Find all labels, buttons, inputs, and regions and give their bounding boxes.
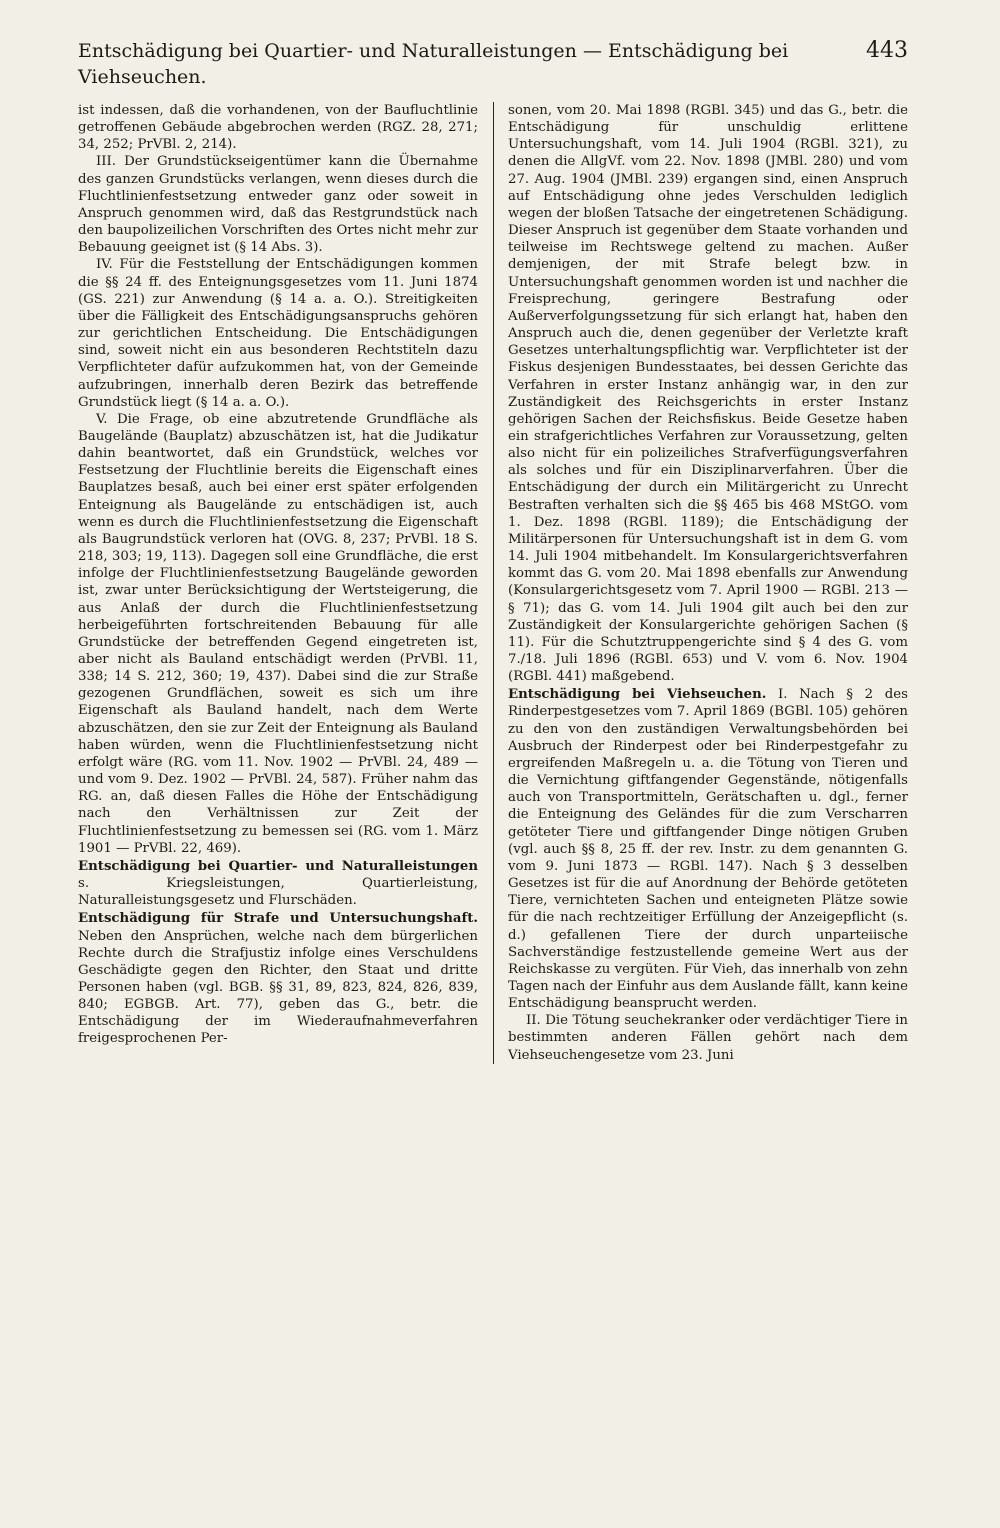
right-column [508, 102, 908, 1064]
entry-text: I. Nach § 2 des Rinderpestgesetzes vom 7. April 1869 (BGBl. 105) gehören zu den von den zuständigen Verwaltungsbehörden bei Ausbruch der Rinderpest oder bei Rinderpestgefahr zu ergreifenden Maßregeln u. a. die Tötung von Tieren und die Vernichtung giftfangender Gegenstände, nötigenfalls auch von Transportmitteln, Gerätschaften u. dgl., ferner die Enteignung des Geländes für die zum Verscharren getöteter Tiere und giftfangender Dinge nötigen Gruben (vgl. auch §§ 8, 25 ff. der rev. Instr. zu dem genannten G. vom 9. Juni 1873 — RGBl. 147). Nach § 3 desselben Gesetzes ist für die auf Anordnung der Behörde getöteten Tiere, vernichteten Sachen und enteigneten Plätze sowie für die nach rechtzeitiger Erfüllung der Anzeigepflicht (s. d.) gefallenen Tiere der durch unparteiische Sachverständige festzustellende gemeine Wert aus der Reichskasse zu vergüten. Für Vieh, das innerhalb von zehn Tagen nach der Einfuhr aus dem Auslande fällt, kann keine Entschädigung beansprucht werden. [508, 687, 908, 1012]
running-header [78, 38, 908, 90]
paragraph: II. Die Tötung seuchekranker oder verdächtiger Tiere in bestimmten anderen Fällen gehört nach dem Viehseuchengesetze vom 23. Juni [508, 1013, 908, 1063]
page-number: 443 [866, 38, 908, 63]
left-column [78, 102, 478, 1064]
paragraph: sonen, vom 20. Mai 1898 (RGBl. 345) und das G., betr. die Entschädigung für unschuldig erlittene Untersuchungshaft, vom 14. Juli 1904 (RGBl. 321), zu denen die AllgVf. vom 22. Nov. 1898 (JMBl. 280) und vom 27. Aug. 1904 (JMBl. 239) ergangen sind, einen Anspruch auf Entschädigung ohne jedes Verschulden lediglich wegen der bloßen Tatsache der eingetretenen Schädigung. Dieser Anspruch ist gegenüber dem Staate vorhanden und teilweise im Rechtswege geltend zu machen. Außer demjenigen, der mit Strafe belegt bzw. in Untersuchungshaft genommen worden ist und nachher die Freisprechung, geringere Bestrafung oder Außerverfolgungssetzung für sich erlangt hat, haben den Anspruch auch die, denen gegenüber der Verletzte kraft Gesetzes unterhaltungspflichtig war. Verpflichteter ist der Fiskus desjenigen Bundesstaates, bei dessen Gerichte das Verfahren in erster Instanz anhängig war, in den zur Zuständigkeit des Reichsgerichts in erster Instanz gehörigen Sachen der Reichsfiskus. Beide Gesetze haben ein strafgerichtliches Verfahren zur Voraussetzung, gelten also nicht für ein polizeiliches Strafverfügungsverfahren als solches und für ein Disziplinarverfahren. Über die Entschädigung der durch ein Militärgericht zu Unrecht Bestraften verhalten sich die §§ 465 bis 468 MStGO. vom 1. Dez. 1898 (RGBl. 1189); die Entschädigung der Militärpersonen für Untersuchungshaft ist in dem G. vom 14. Juli 1904 mitbehandelt. Im Konsulargerichtsverfahren kommt das G. vom 20. Mai 1898 ebenfalls zur Anwendung (Konsulargerichtsgesetz vom 7. April 1900 — RGBl. 213 — § 71); das G. vom 14. Juli 1904 gilt auch bei den zur Zuständigkeit der Konsulargerichte gehörigen Sachen (§ 11). Für die Schutztruppengerichte sind § 4 des G. vom 7./18. Juli 1896 (RGBl. 653) und V. vom 6. Nov. 1904 (RGBl. 441) maßgebend. [508, 103, 908, 685]
entry-quartier [78, 858, 478, 909]
entry-lemma: Entschädigung bei Viehseuchen. [508, 687, 767, 703]
entry-text: Neben den Ansprüchen, welche nach dem bürgerlichen Rechte durch die Strafjustiz infolge eines Verschuldens Geschädigte gegen den Richter, den Staat und dritte Personen haben (vgl. BGB. §§ 31, 89, 823, 824, 826, 839, 840; EGBGB. Art. 77), geben das G., betr. die Entschädigung der im Wiederaufnahmeverfahren freigesprochenen Per- [78, 928, 478, 1047]
running-title: Entschädigung bei Quartier- und Naturalleistungen — Entschädigung bei Viehseuchen. [78, 40, 789, 88]
paragraph: IV. Für die Feststellung der Entschädigungen kommen die §§ 24 ff. des Enteignungsgesetzes vom 11. Juni 1874 (GS. 221) zur Anwendung (§ 14 a. a. O.). Streitigkeiten über die Fälligkeit des Entschädigungsanspruchs gehören zur gerichtlichen Entscheidung. Die Entschädigungen sind, soweit nicht ein aus besonderen Rechtstiteln dazu Verpflichteter dafür aufzukommen hat, von der Gemeinde aufzubringen, innerhalb deren Bezirk das betreffende Grundstück liegt (§ 14 a. a. O.). [78, 257, 478, 410]
column-divider [493, 102, 494, 1064]
entry-strafe [78, 910, 478, 1047]
entry-lemma: Entschädigung bei Quartier- und Naturalleistungen [78, 858, 478, 874]
entry-text: s. Kriegsleistungen, Quartierleistung, Naturalleistungsgesetz und Flurschäden. [78, 876, 478, 909]
two-column-body [78, 102, 908, 1064]
entry-lemma: Entschädigung für Strafe und Untersuchungshaft. [78, 911, 478, 927]
paragraph: V. Die Frage, ob eine abzutretende Grundfläche als Baugelände (Bauplatz) abzuschätzen ist, hat die Judikatur dahin beantwortet, daß ein Grundstück, welches vor Festsetzung der Fluchtlinie bereits die Eigenschaft eines Bauplatzes besaß, auch bei einer erst später erfolgenden Enteignung als Baugelände zu entschädigen ist, auch wenn es durch die Fluchtlinienfestsetzung die Eigenschaft als Baugrundstück verloren hat (OVG. 8, 237; PrVBl. 18 S. 218, 303; 19, 113). Dagegen soll eine Grundfläche, die erst infolge der Fluchtlinienfestsetzung Baugelände geworden ist, zwar unter Berücksichtigung der Wertsteigerung, die aus Anlaß der durch die Fluchtlinienfestsetzung herbeigeführten fortschreitenden Bebauung für alle Grundstücke der betreffenden Gegend eingetreten ist, aber nicht als Bauland entschädigt werden (PrVBl. 11, 338; 14 S. 212, 360; 19, 437). Dabei sind die zur Straße gezogenen Grundflächen, soweit es sich um ihre Eigenschaft als Bauland handelt, nach dem Werte abzuschätzen, den sie zur Zeit der Enteignung als Bauland haben würden, wenn die Fluchtlinienfestsetzung nicht erfolgt wäre (RG. vom 11. Nov. 1902 — PrVBl. 24, 489 — und vom 9. Dez. 1902 — PrVBl. 24, 587). Früher nahm das RG. an, daß diesen Falles die Höhe der Entschädigung nach den Verhältnissen zur Zeit der Fluchtlinienfestsetzung zu bemessen sei (RG. vom 1. März 1901 — PrVBl. 22, 469). [78, 411, 478, 856]
entry-viehseuchen [508, 686, 908, 1012]
paragraph: ist indessen, daß die vorhandenen, von der Baufluchtlinie getroffenen Gebäude abgebrochen werden (RGZ. 28, 271; 34, 252; PrVBl. 2, 214). [78, 103, 478, 153]
paragraph: III. Der Grundstückseigentümer kann die Übernahme des ganzen Grundstücks verlangen, wenn dieses durch die Fluchtlinienfestsetzung entweder ganz oder soweit in Anspruch genommen wird, daß das Restgrundstück nach den baupolizeilichen Vorschriften des Ortes nicht mehr zur Bebauung geeignet ist (§ 14 Abs. 3). [78, 154, 478, 256]
